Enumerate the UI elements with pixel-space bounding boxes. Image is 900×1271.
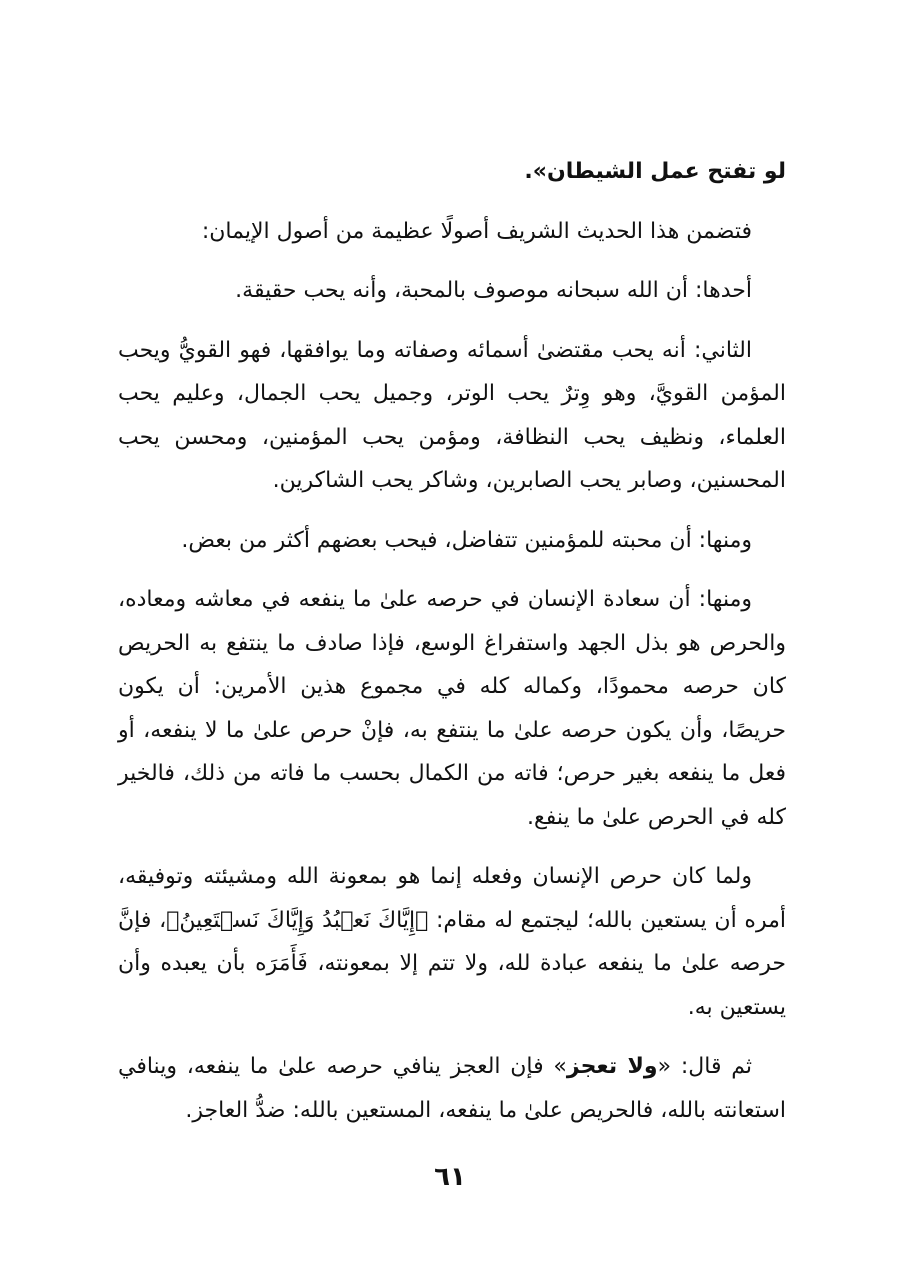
paragraph-second-principle: الثاني: أنه يحب مقتضىٰ أسمائه وصفاته وما يوافقها، فهو القويُّ ويحب المؤمن القويَّ، وهو وِترٌ يحب الوتر، وجميل يحب الجمال، وعليم يحب العلماء، ونظيف يحب النظافة، ومؤمن يحب المؤمنين، ومحسن يحب المحسنين، وصابر يحب الصابرين، وشاكر يحب الشاكرين. (118, 337, 786, 493)
paragraph-love-varies: ومنها: أن محبته للمؤمنين تتفاضل، فيحب بعضهم أكثر من بعض. (181, 527, 752, 553)
paragraph-intro: فتضمن هذا الحديث الشريف أصولًا عظيمة من أصول الإيمان: (201, 218, 752, 244)
paragraph-text-end: » فإن العجز ينافي حرصه علىٰ ما ينفعه، وينافي استعانته بالله، فالحريص علىٰ ما ينفعه، المستعين بالله: ضدُّ العاجز. (118, 1054, 786, 1123)
paragraph-happiness: ومنها: أن سعادة الإنسان في حرصه علىٰ ما ينفعه في معاشه ومعاده، والحرص هو بذل الجهد واستفراغ الوسع، فإذا صادف ما ينتفع به الحريص كان حرصه محمودًا، وكماله كله في مجموع هذين الأمرين: أن يكون حريصًا، وأن يكون حرصه علىٰ ما ينتفع به، فإنْ حرص علىٰ ما لا ينفعه، أو فعل ما ينفعه بغير حرص؛ فاته من الكمال بحسب ما فاته من ذلك، فالخير كله في الحرص علىٰ ما ينفع. (118, 587, 786, 830)
paragraph-do-not-give-up (118, 1045, 786, 1132)
paragraph-text-start: ثم قال: « (657, 1054, 752, 1079)
hadith-quote-bold: ولا تعجز (566, 1054, 658, 1079)
paragraph-seeking-help: ولما كان حرص الإنسان وفعله إنما هو بمعونة الله ومشيئته وتوفيقه، أمره أن يستعين بالله؛ ليجتمع له مقام: ﴿إِيَّاكَ نَعۡبُدُ وَإِيَّاكَ نَسۡتَعِينُ﴾، فإنَّ حرصه علىٰ ما ينفعه عبادة لله، ولا تتم إلا بمعونته، فَأَمَرَه بأن يعبده وأن يستعين به. (118, 864, 786, 1020)
page-body (118, 150, 786, 1148)
paragraph-first-principle: أحدها: أن الله سبحانه موصوف بالمحبة، وأنه يحب حقيقة. (235, 278, 752, 303)
paragraph-continuation: لو تفتح عمل الشيطان». (524, 159, 786, 184)
page-number: ٦١ (434, 1162, 466, 1192)
